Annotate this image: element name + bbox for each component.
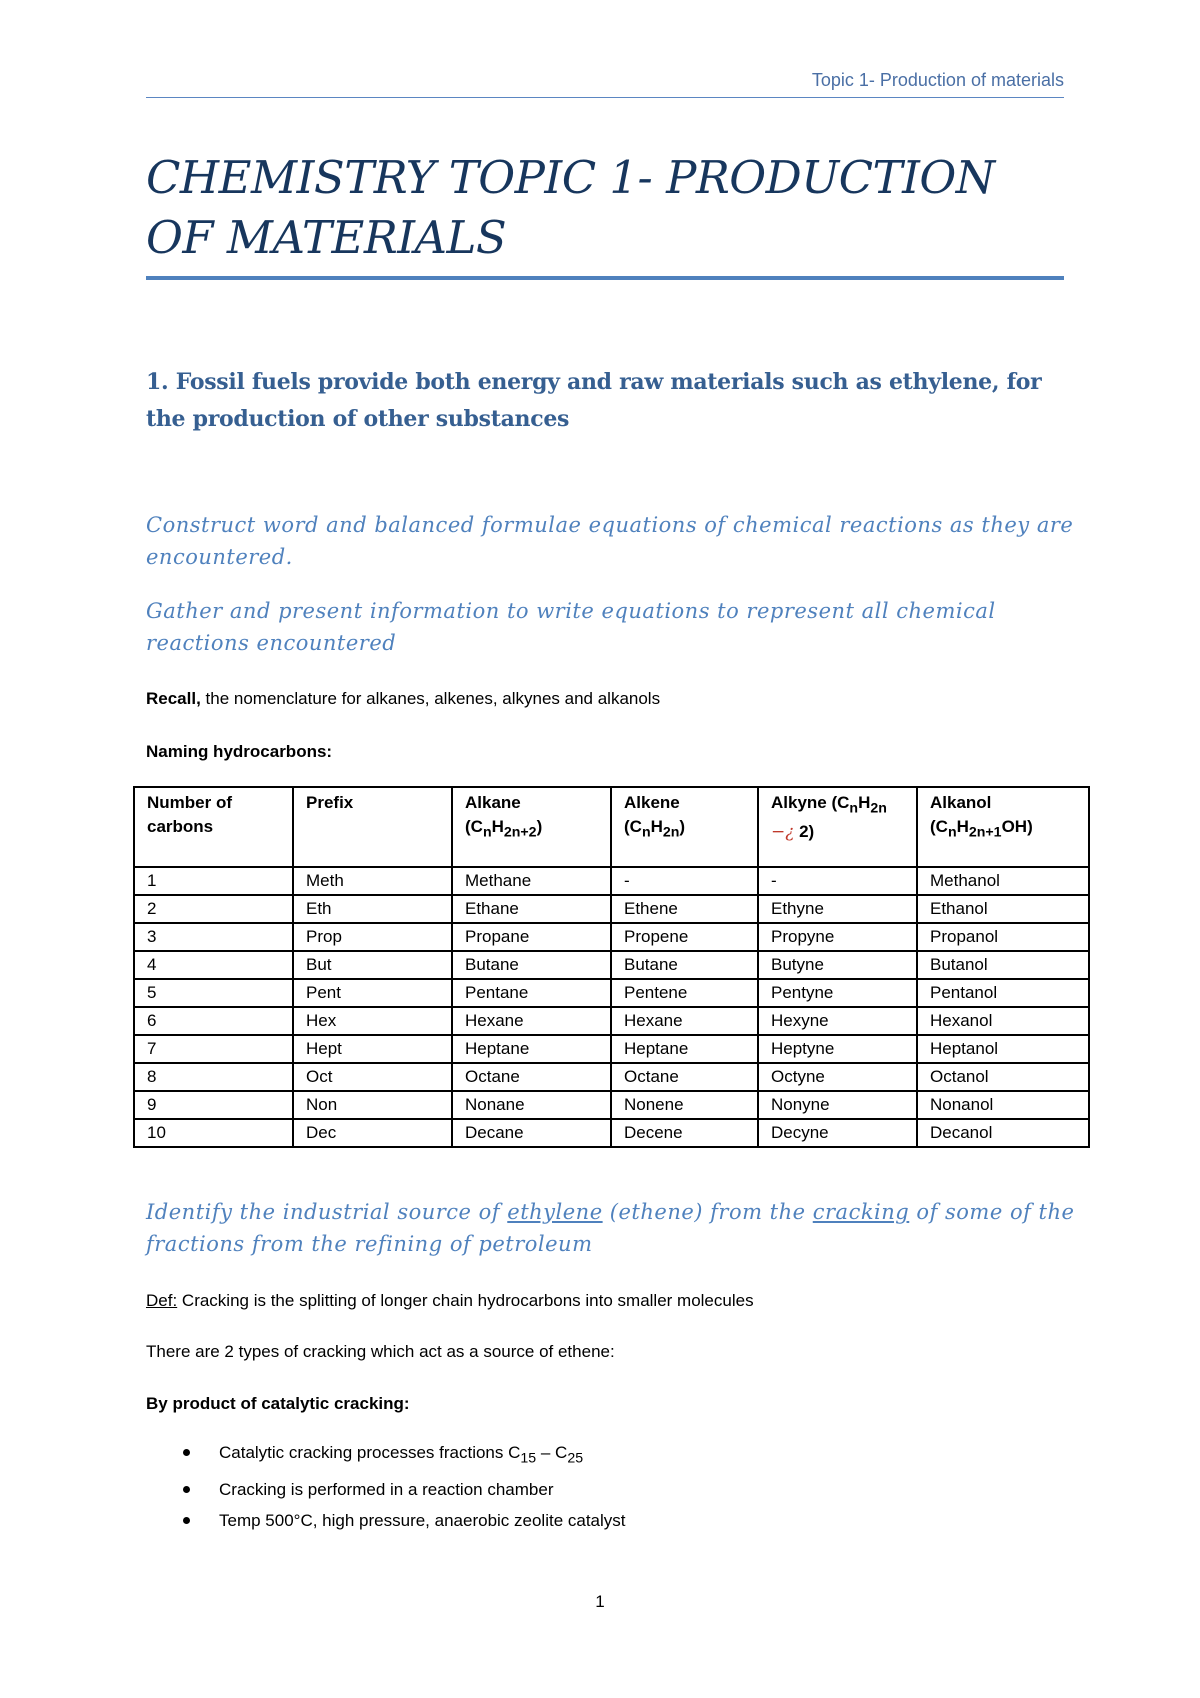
cell-alkane: Butane bbox=[452, 951, 611, 979]
cell-alkyne: Octyne bbox=[758, 1063, 917, 1091]
cell-alkene: Decene bbox=[611, 1119, 758, 1147]
cell-alkene: Hexane bbox=[611, 1007, 758, 1035]
page-number: 1 bbox=[595, 1592, 605, 1611]
table-row bbox=[134, 1091, 1089, 1119]
cell-alkanol: Butanol bbox=[917, 951, 1089, 979]
cell-number: 8 bbox=[134, 1063, 293, 1091]
cell-alkene: Heptane bbox=[611, 1035, 758, 1063]
syllabus-point-1: Construct word and balanced formulae equations of chemical reactions as they are encountered. bbox=[146, 513, 1074, 569]
cell-alkyne: Hexyne bbox=[758, 1007, 917, 1035]
cell-alkene: Propene bbox=[611, 923, 758, 951]
naming-label: Naming hydrocarbons: bbox=[146, 742, 333, 761]
cell-alkyne: Propyne bbox=[758, 923, 917, 951]
table-row bbox=[134, 867, 1089, 895]
ethylene-underlined: ethylene bbox=[507, 1200, 603, 1224]
header-alkyne bbox=[758, 787, 917, 867]
cell-alkanol: Octanol bbox=[917, 1063, 1089, 1091]
cell-alkane: Hexane bbox=[452, 1007, 611, 1035]
header-alkanol-formula: $(C_nH_{2n+1}OH)$ bbox=[930, 817, 1033, 841]
list-item-text: Catalytic cracking processes fractions $C_{15} - C_{25}$ bbox=[219, 1443, 584, 1467]
definition-label: Def: bbox=[146, 1291, 178, 1310]
cell-alkane: Decane bbox=[452, 1119, 611, 1147]
bullet-icon bbox=[183, 1486, 190, 1493]
cell-number: 9 bbox=[134, 1091, 293, 1119]
cell-alkyne: - bbox=[758, 867, 917, 895]
header-alkyne-formula-tail bbox=[771, 820, 904, 844]
running-header: Topic 1- Production of materials bbox=[811, 70, 1064, 90]
cell-alkanol: Nonanol bbox=[917, 1091, 1089, 1119]
recall-paragraph bbox=[146, 688, 1076, 710]
cell-number: 5 bbox=[134, 979, 293, 1007]
cell-alkyne: Nonyne bbox=[758, 1091, 917, 1119]
header-alkanol-label: Alkanol bbox=[930, 793, 992, 812]
cell-alkanol: Ethanol bbox=[917, 895, 1089, 923]
cell-alkane: Pentane bbox=[452, 979, 611, 1007]
table-row bbox=[134, 1063, 1089, 1091]
cell-prefix: But bbox=[293, 951, 452, 979]
syllabus-point-3 bbox=[146, 1196, 1076, 1260]
definition-text: Cracking is the splitting of longer chain hydrocarbons into smaller molecules bbox=[177, 1291, 754, 1310]
cell-alkane: Octane bbox=[452, 1063, 611, 1091]
cell-alkanol: Heptanol bbox=[917, 1035, 1089, 1063]
header-number-of-carbons: Number of carbons bbox=[134, 787, 293, 867]
cell-prefix: Oct bbox=[293, 1063, 452, 1091]
cell-prefix: Eth bbox=[293, 895, 452, 923]
table-row bbox=[134, 1035, 1089, 1063]
list-item bbox=[146, 1437, 1046, 1474]
cell-prefix: Hex bbox=[293, 1007, 452, 1035]
cell-alkanol: Methanol bbox=[917, 867, 1089, 895]
header-rule bbox=[146, 97, 1064, 98]
table-body bbox=[134, 867, 1089, 1147]
header-alkane-formula: $(C_nH_{2n+2})$ bbox=[465, 817, 543, 841]
cell-alkanol: Propanol bbox=[917, 923, 1089, 951]
table-row bbox=[134, 951, 1089, 979]
header-alkyne-tail: 2) bbox=[799, 822, 815, 842]
cell-prefix: Non bbox=[293, 1091, 452, 1119]
section-heading: 1. Fossil fuels provide both energy and raw materials such as ethylene, for the production of other substances bbox=[146, 369, 1042, 432]
cracking-types-paragraph: There are 2 types of cracking which act as a source of ethene: bbox=[146, 1342, 615, 1361]
cell-number: 7 bbox=[134, 1035, 293, 1063]
cell-number: 6 bbox=[134, 1007, 293, 1035]
recall-label: Recall, bbox=[146, 689, 201, 708]
cell-alkane: Methane bbox=[452, 867, 611, 895]
list-item-text: Cracking is performed in a reaction chamber bbox=[219, 1480, 554, 1500]
table-row bbox=[134, 923, 1089, 951]
cell-number: 10 bbox=[134, 1119, 293, 1147]
recall-text: the nomenclature for alkanes, alkenes, alkynes and alkanols bbox=[200, 689, 661, 708]
table-row bbox=[134, 1007, 1089, 1035]
definition-paragraph bbox=[146, 1290, 1076, 1312]
table-row bbox=[134, 895, 1089, 923]
cell-prefix: Hept bbox=[293, 1035, 452, 1063]
cell-alkane: Propane bbox=[452, 923, 611, 951]
cell-alkene: Butane bbox=[611, 951, 758, 979]
cell-alkyne: Decyne bbox=[758, 1119, 917, 1147]
cell-alkyne: Heptyne bbox=[758, 1035, 917, 1063]
cell-prefix: Prop bbox=[293, 923, 452, 951]
cell-alkene: Ethene bbox=[611, 895, 758, 923]
table-header-row bbox=[134, 787, 1089, 867]
list-item bbox=[146, 1474, 1046, 1505]
byproduct-heading: By product of catalytic cracking: bbox=[146, 1394, 410, 1413]
syllabus-point-3-part-a: Identify the industrial source of bbox=[146, 1200, 508, 1224]
header-alkane-label: Alkane bbox=[465, 793, 521, 812]
cell-prefix: Dec bbox=[293, 1119, 452, 1147]
header-alkane bbox=[452, 787, 611, 867]
syllabus-point-3-part-b: (ethene) from the bbox=[602, 1200, 813, 1224]
syllabus-point-2: Gather and present information to write equations to represent all chemical reactions encountered bbox=[146, 599, 996, 655]
header-alkene-label: Alkene bbox=[624, 793, 680, 812]
document-title: CHEMISTRY TOPIC 1- PRODUCTION OF MATERIALS bbox=[146, 151, 995, 264]
list-item-text: Temp 500°C, high pressure, anaerobic zeolite catalyst bbox=[219, 1511, 626, 1531]
cell-alkanol: Decanol bbox=[917, 1119, 1089, 1147]
cell-number: 1 bbox=[134, 867, 293, 895]
table-row bbox=[134, 1119, 1089, 1147]
cell-prefix: Meth bbox=[293, 867, 452, 895]
table-row bbox=[134, 979, 1089, 1007]
cell-alkane: Heptane bbox=[452, 1035, 611, 1063]
cell-alkane: Nonane bbox=[452, 1091, 611, 1119]
header-alkyne-label: Alkyne ($C_nH_{2n}$ bbox=[771, 793, 887, 817]
cell-number: 4 bbox=[134, 951, 293, 979]
header-alkene-formula: $(C_nH_{2n})$ bbox=[624, 817, 686, 841]
cell-alkyne: Butyne bbox=[758, 951, 917, 979]
cell-alkanol: Pentanol bbox=[917, 979, 1089, 1007]
list-item bbox=[146, 1505, 1046, 1536]
syllabus-point-3-part-c: of some of the fractions from the refining of petroleum bbox=[146, 1200, 1075, 1256]
cell-alkyne: Pentyne bbox=[758, 979, 917, 1007]
header-prefix: Prefix bbox=[293, 787, 452, 867]
cell-number: 3 bbox=[134, 923, 293, 951]
cell-alkyne: Ethyne bbox=[758, 895, 917, 923]
cell-alkanol: Hexanol bbox=[917, 1007, 1089, 1035]
cell-alkene: Pentene bbox=[611, 979, 758, 1007]
red-correction-mark: −¿ bbox=[771, 822, 795, 843]
cell-alkene: Nonene bbox=[611, 1091, 758, 1119]
catalytic-cracking-list bbox=[146, 1437, 1046, 1536]
header-alkene bbox=[611, 787, 758, 867]
bullet-icon bbox=[183, 1517, 190, 1524]
cell-alkane: Ethane bbox=[452, 895, 611, 923]
cell-alkene: - bbox=[611, 867, 758, 895]
title-rule bbox=[146, 276, 1064, 280]
header-alkanol bbox=[917, 787, 1089, 867]
hydrocarbon-naming-table bbox=[133, 786, 1090, 1148]
cell-number: 2 bbox=[134, 895, 293, 923]
cell-alkene: Octane bbox=[611, 1063, 758, 1091]
cracking-underlined: cracking bbox=[812, 1200, 910, 1224]
cell-prefix: Pent bbox=[293, 979, 452, 1007]
bullet-icon bbox=[183, 1449, 190, 1456]
